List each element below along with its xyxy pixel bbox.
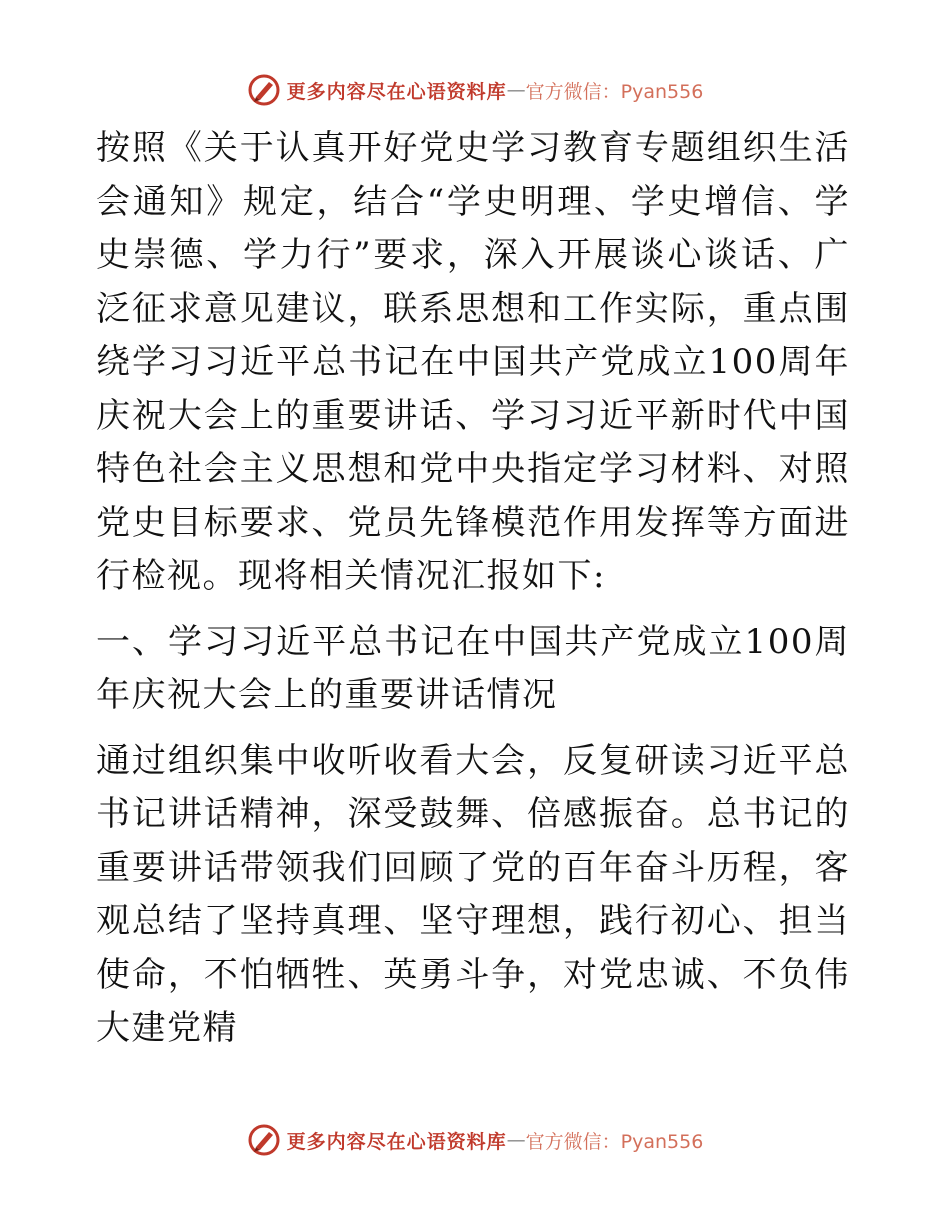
paragraph-section-1: 通过组织集中收听收看大会，反复研读习近平总书记讲话精神，深受鼓舞、倍感振奋。总书记的重要讲话带领我们回顾了党的百年奋斗历程，客观总结了坚持真理、坚守理想，践行初心、担当使命，不怕牺牲、英勇斗争，对党忠诚、不负伟大建党精 <box>96 740 850 1048</box>
banner-wechat: 官方微信：Pyan556 <box>525 80 704 103</box>
banner-title: 更多内容尽在心语资料库 <box>286 1130 507 1153</box>
footer-banner <box>0 1120 950 1160</box>
pen-logo-icon <box>247 1123 281 1157</box>
pen-logo-icon <box>247 73 281 107</box>
banner-title: 更多内容尽在心语资料库 <box>286 80 507 103</box>
banner-separator: — <box>506 1129 526 1151</box>
document-body <box>96 122 850 1056</box>
banner-separator: — <box>506 79 526 101</box>
header-banner <box>0 70 950 110</box>
paragraph-intro: 按照《关于认真开好党史学习教育专题组织生活会通知》规定，结合“学史明理、学史增信、学史崇德、学力行”要求，深入开展谈心谈话、广泛征求意见建议，联系思想和工作实际，重点围绕学习习近平总书记在中国共产党成立100周年庆祝大会上的重要讲话、学习习近平新时代中国特色社会主义思想和党中央指定学习材料、对照党史目标要求、党员先锋模范作用发挥等方面进行检视。现将相关情况汇报如下: <box>96 128 850 596</box>
banner-wechat: 官方微信：Pyan556 <box>525 1130 704 1153</box>
section-heading-1: 一、学习习近平总书记在中国共产党成立100周年庆祝大会上的重要讲话情况 <box>96 621 850 715</box>
